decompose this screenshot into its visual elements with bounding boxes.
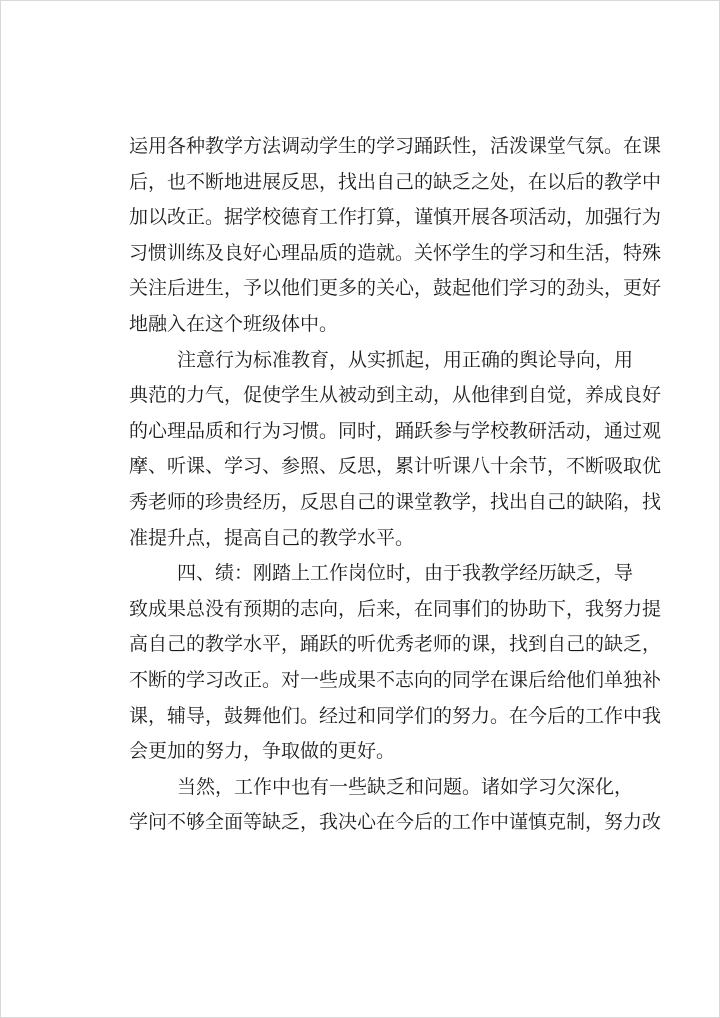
text-line: 四、绩：刚踏上工作岗位时，由于我教学经历缺乏，导 [177, 562, 634, 585]
text-line: 学问不够全面等缺乏，我决心在今后的工作中谨慎克制，努力改 [129, 811, 662, 834]
text-line: 不断的学习改正。对一些成果不志向的同学在课后给他们单独补 [129, 668, 662, 691]
paragraph-1 [129, 129, 662, 343]
text-line: 注意行为标准教育，从实抓起，用正确的舆论导向，用 [177, 348, 634, 371]
document-body [129, 129, 662, 841]
text-line: 课，辅导，鼓舞他们。经过和同学们的努力。在今后的工作中我 [129, 704, 662, 727]
paragraph-2 [129, 343, 662, 557]
text-line: 关注后进生，予以他们更多的关心，鼓起他们学习的劲头，更好 [129, 277, 662, 300]
text-line: 典范的力气，促使学生从被动到主动，从他律到自觉，养成良好 [129, 384, 662, 407]
text-line: 摩、听课、学习、参照、反思，累计听课八十余节，不断吸取优 [129, 455, 662, 478]
text-line: 秀老师的珍贵经历，反思自己的课堂教学，找出自己的缺陷，找 [129, 490, 662, 513]
text-line: 准提升点，提高自己的教学水平。 [129, 526, 415, 549]
text-line: 当然，工作中也有一些缺乏和问题。诸如学习欠深化， [177, 775, 634, 798]
text-line: 高自己的教学水平，踊跃的听优秀老师的课，找到自己的缺乏， [129, 633, 662, 656]
text-line: 地融入在这个班级体中。 [129, 312, 339, 335]
text-line: 的心理品质和行为习惯。同时，踊跃参与学校教研活动，通过观 [129, 419, 662, 442]
text-line: 运用各种教学方法调动学生的学习踊跃性，活泼课堂气氛。在课 [129, 135, 662, 157]
text-line: 致成果总没有预期的志向，后来，在同事们的协助下，我努力提 [129, 597, 662, 620]
text-line: 习惯训练及良好心理品质的造就。关怀学生的学习和生活，特殊 [129, 241, 662, 264]
paragraph-3 [129, 556, 662, 770]
text-line: 后，也不断地进展反思，找出自己的缺乏之处，在以后的教学中 [129, 170, 662, 193]
paragraph-4 [129, 770, 662, 841]
text-line: 加以改正。据学校德育工作打算，谨慎开展各项活动，加强行为 [129, 206, 662, 229]
text-line: 会更加的努力，争取做的更好。 [129, 740, 396, 763]
